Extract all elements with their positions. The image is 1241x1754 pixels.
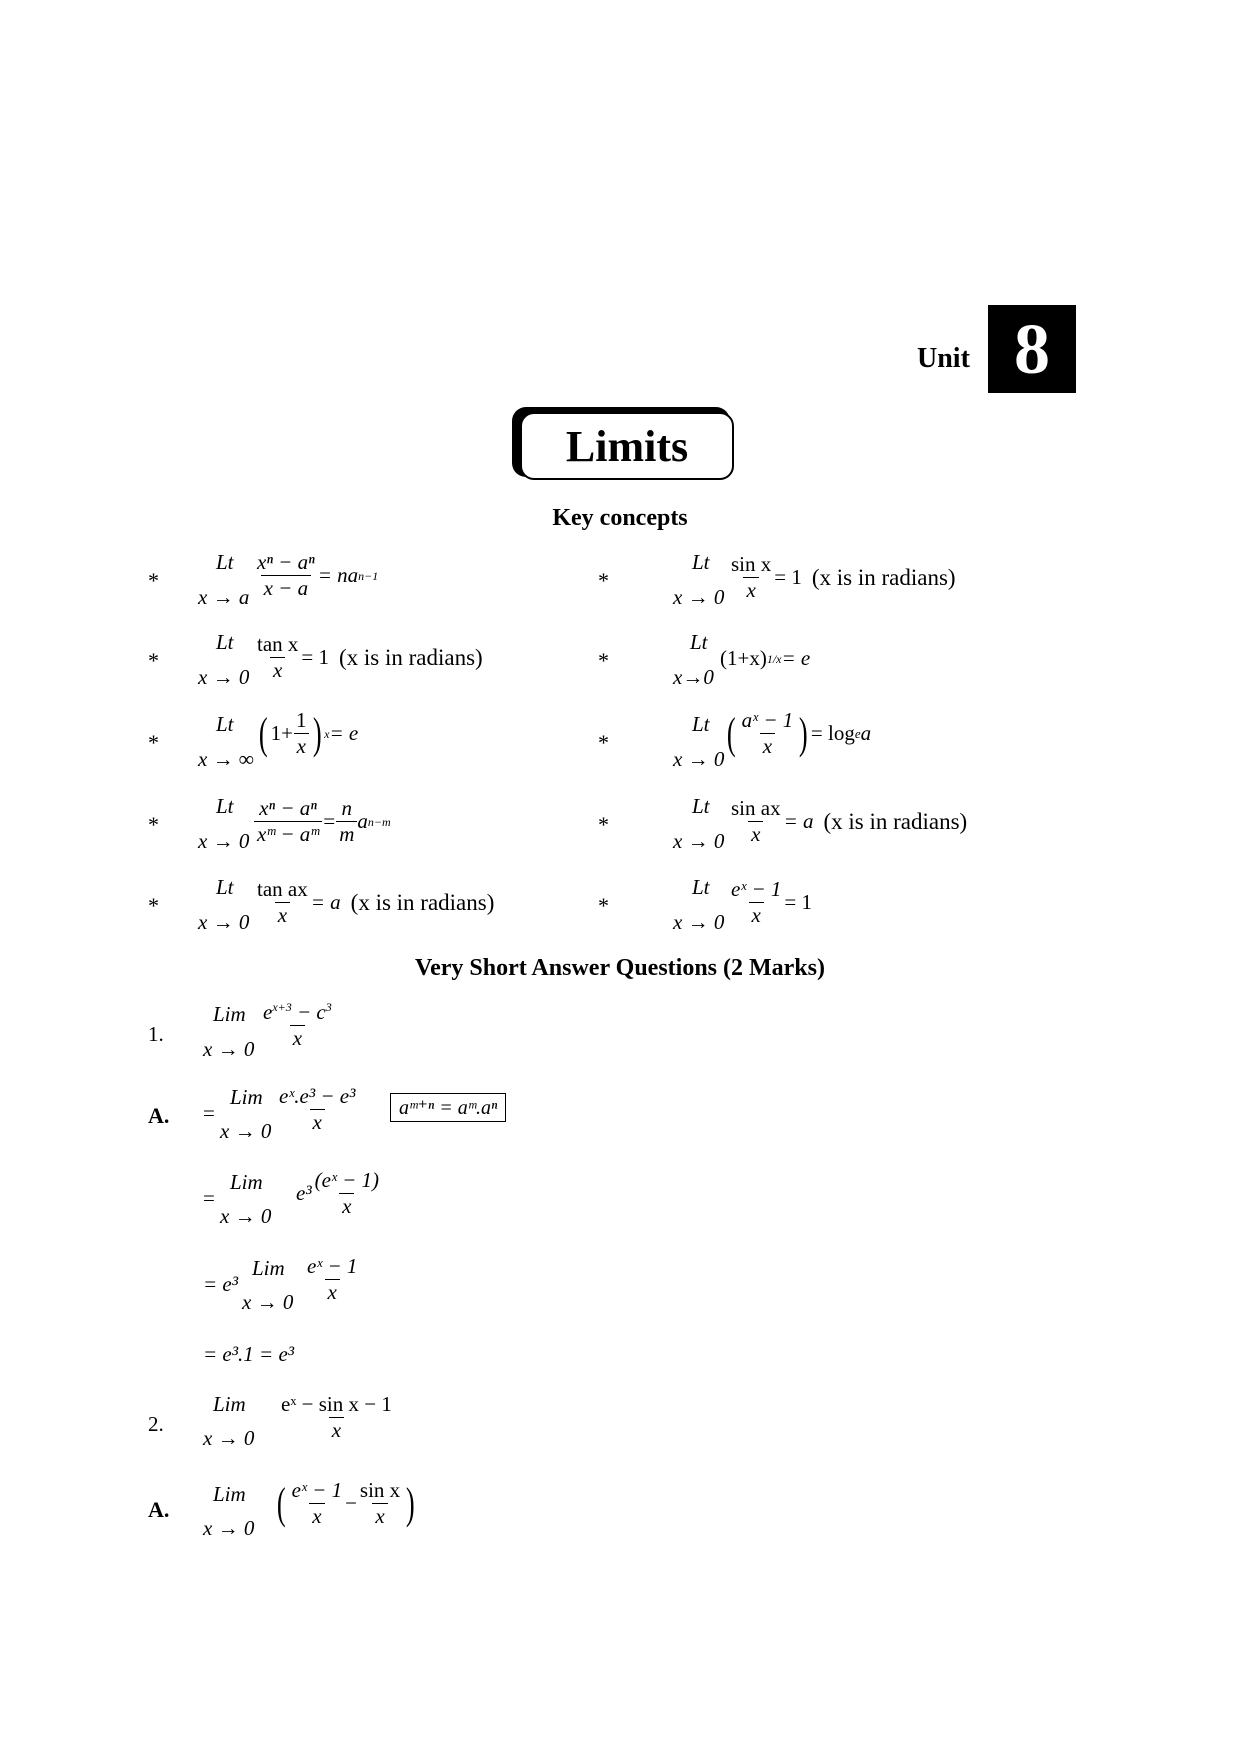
lim-label: Lim [213, 1482, 246, 1506]
lt-label: Lt [216, 550, 234, 574]
frac-den: x [275, 902, 290, 928]
left-paren: ( [276, 1478, 286, 1528]
frac-num: xⁿ − aⁿ [259, 796, 317, 820]
lt-label: Lt [216, 630, 234, 654]
formula-3 [254, 632, 483, 683]
lt-label: Lt [692, 550, 710, 574]
equals: = [322, 809, 337, 833]
equals: = [203, 1186, 215, 1210]
num-rest: − c [291, 1000, 326, 1024]
equals-coefficient: = e³ [203, 1272, 239, 1296]
rhs: = 1 [301, 645, 329, 669]
num-base: e [263, 1000, 273, 1024]
frac-den: x [760, 733, 775, 759]
unit-label: Unit [917, 343, 970, 374]
limit-subscript: x → 0 [198, 665, 250, 689]
limit-subscript: x → 0 [220, 1119, 272, 1143]
formula-7: $\frac{\text{xⁿ − aⁿ}}{\text{xᵐ − aᵐ}}$ = $\frac{n}{m}$ a n−m [254, 796, 391, 847]
radians-note: (x is in radians) [350, 889, 495, 915]
lt-label: Lt [692, 875, 710, 899]
lim-label: Lim [213, 1392, 246, 1416]
right-paren: ) [406, 1478, 415, 1528]
answer-label: A. [148, 1103, 170, 1128]
frac-den: x [372, 1503, 387, 1529]
frac-den: x [310, 1109, 325, 1135]
bullet-star: * [598, 648, 609, 673]
frac-den: m [336, 821, 357, 847]
minus: − [345, 1491, 357, 1515]
frac-num: eˣ − 1 [307, 1254, 358, 1278]
radians-note: (x is in radians) [811, 564, 956, 590]
step-2-expr [296, 1168, 382, 1219]
limit-subscript: x → 0 [673, 910, 725, 934]
limit-subscript: x → 0 [673, 829, 725, 853]
limit-subscript: x→0 [673, 665, 714, 689]
rhs: a [357, 809, 368, 833]
limit-subscript: x → 0 [220, 1204, 272, 1228]
question-number: 2. [148, 1412, 164, 1436]
limit-subscript: x → 0 [198, 829, 250, 853]
limit-subscript: x → 0 [198, 910, 250, 934]
question-1-expr [260, 1000, 335, 1051]
question-2-expr [278, 1392, 395, 1443]
rhs2: a [860, 721, 872, 745]
pre: 1+ [270, 721, 293, 745]
frac-den: x [290, 1025, 305, 1051]
frac-num: tan ax [257, 877, 308, 901]
limit-subscript: x → a [198, 585, 250, 609]
lim-label: Lim [252, 1256, 285, 1280]
coefficient: e³ [296, 1181, 312, 1205]
formula-2 [728, 552, 956, 603]
bullet-star: * [148, 812, 159, 837]
key-concepts-heading: Key concepts [552, 505, 688, 531]
formula-9 [254, 877, 494, 928]
rhs: = 1 [784, 890, 813, 914]
unit-number: 8 [988, 305, 1076, 393]
frac-num: sin x [731, 552, 772, 576]
frac-den: x [743, 577, 758, 603]
frac-den: x [748, 821, 763, 847]
lim-label: Lim [230, 1170, 263, 1194]
answer-label: A. [148, 1497, 170, 1522]
vsa-heading: Very Short Answer Questions (2 Marks) [414, 955, 825, 981]
limit-subscript: x → 0 [203, 1037, 255, 1061]
rhs: (1+x) [720, 646, 767, 670]
formula-1: $\frac{\text{xⁿ − aⁿ}}{x - a}$ = na n−1 [254, 550, 378, 601]
frac-den: x [749, 902, 764, 928]
rhs2: = e [781, 646, 811, 670]
frac-num: n [341, 796, 353, 820]
page-title: Limits [520, 412, 734, 480]
frac-num: xⁿ − aⁿ [257, 550, 315, 574]
bullet-star: * [598, 568, 609, 593]
lim-label: Lim [213, 1002, 246, 1026]
lt-label: Lt [692, 712, 710, 736]
step-1-expr [276, 1084, 358, 1135]
bullet-star: * [148, 893, 159, 918]
frac-den: x [325, 1279, 340, 1305]
frac-den: x − a [261, 575, 312, 601]
frac-den: x [309, 1503, 324, 1529]
radians-note: (x is in radians) [339, 644, 483, 670]
limit-subscript: x → 0 [203, 1426, 255, 1450]
exponent-rule-box: aᵐ⁺ⁿ = aᵐ.aⁿ [390, 1093, 506, 1122]
question-number: 1. [148, 1022, 164, 1046]
bullet-star: * [148, 568, 159, 593]
formula-4: (1+x) 1/x = e [720, 646, 811, 670]
frac-den: x [294, 733, 309, 759]
frac-num: 1 [296, 708, 307, 732]
frac-den: x [339, 1193, 354, 1219]
radians-note: (x is in radians) [823, 808, 968, 834]
frac-num: tan x [257, 632, 299, 656]
frac-den: xᵐ − aᵐ [254, 821, 322, 847]
bullet-star: * [148, 648, 159, 673]
frac-num: sin x [359, 1478, 401, 1502]
bullet-star: * [148, 730, 159, 755]
frac-den: x [329, 1417, 344, 1443]
rhs: = log [810, 721, 855, 745]
frac-den: x [270, 657, 285, 683]
rhs: = 1 [774, 565, 802, 589]
frac-num: aˣ − 1 [741, 708, 794, 732]
limit-subscript: x → 0 [203, 1516, 255, 1540]
limit-subscript: x → 0 [673, 585, 725, 609]
frac-num: eˣ.e³ − e³ [279, 1084, 356, 1108]
bullet-star: * [598, 730, 609, 755]
step-3-expr [304, 1254, 360, 1305]
lim-label: Lim [230, 1085, 263, 1109]
frac-num: eˣ − 1 [731, 877, 782, 901]
rhs: = na [317, 563, 359, 587]
lt-label: Lt [216, 875, 234, 899]
limit-subscript: x → 0 [242, 1290, 294, 1314]
frac-num: eˣ − 1 [291, 1478, 343, 1502]
formula-6: ( $\frac{\text{aˣ − 1}}{x}$ ) = log e a [726, 708, 872, 758]
num-sup: x+3 [272, 1000, 292, 1014]
frac-num: eˣ − sin x − 1 [281, 1392, 392, 1416]
lt-label: Lt [216, 712, 234, 736]
formula-8 [728, 796, 967, 847]
rhs-sub: e [854, 725, 861, 741]
final-result: = e³.1 = e³ [203, 1342, 295, 1366]
lt-label: Lt [690, 630, 708, 654]
rhs: = a [310, 890, 341, 914]
bullet-star: * [598, 893, 609, 918]
frac-num: sin ax [731, 796, 781, 820]
limit-subscript: x → 0 [673, 747, 725, 771]
limit-subscript: x → ∞ [198, 747, 254, 771]
rhs: = a [783, 809, 814, 833]
frac-num: (eˣ − 1) [314, 1168, 380, 1192]
num-sup2: 3 [325, 1000, 332, 1014]
rhs: = e [329, 721, 359, 745]
lt-label: Lt [692, 794, 710, 818]
lt-label: Lt [216, 794, 234, 818]
formula-10 [728, 877, 812, 928]
formula-5: ( 1+ $\frac{1}{x}$ ) x = e [258, 708, 359, 758]
answer-2-expr [274, 1478, 418, 1529]
equals: = [203, 1101, 215, 1125]
bullet-star: * [598, 812, 609, 837]
